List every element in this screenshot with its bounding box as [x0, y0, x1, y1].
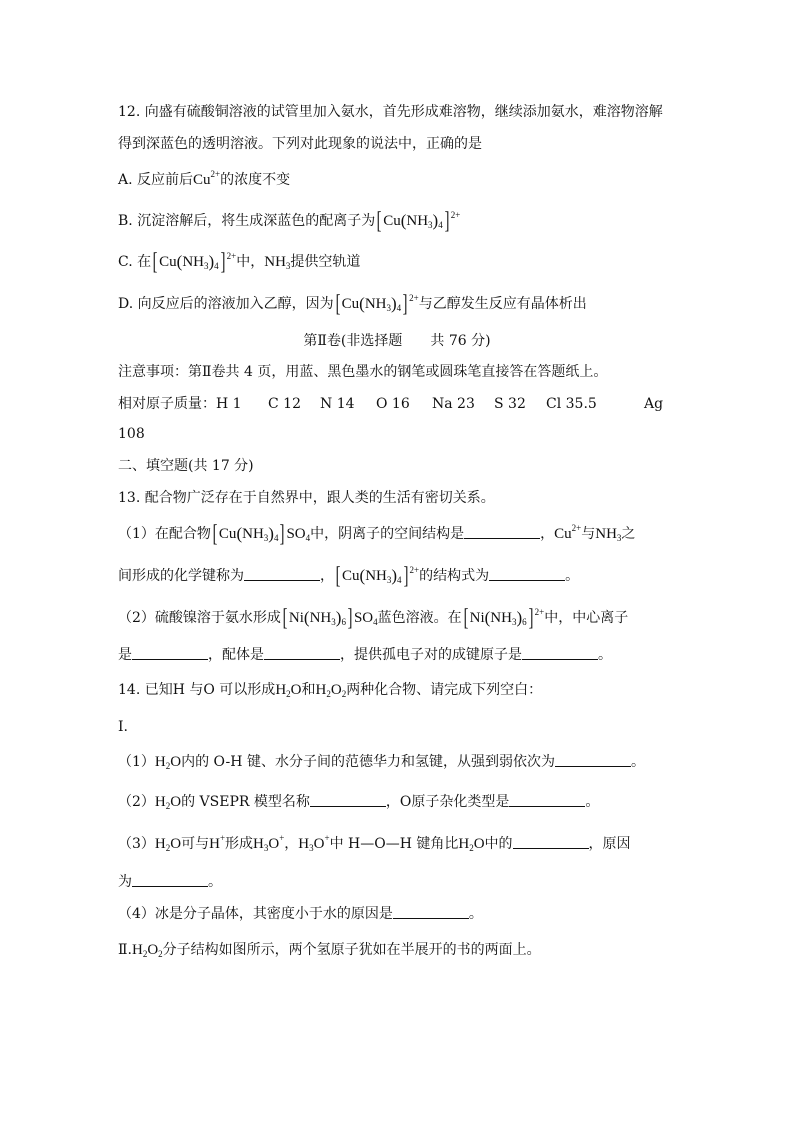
option-a-text: A. 反应前后 — [118, 172, 194, 188]
q14-i1: $(1)H_2O$内的 O-H 键、水分子间的范德华力和氢键，从强到弱依次为 。 — [118, 754, 645, 771]
answer-blank[interactable] — [132, 873, 208, 887]
complex-ni-nh3: [ $Ni(NH_3)_6$] $^{2+}$ — [463, 605, 545, 631]
q14-i2: $(2)H_2O$的 VSEPR 模型名称 ，O原子杂化类型是 。 — [118, 794, 600, 811]
q12-stem-line2: 得到深蓝色的透明溶液。下列对此现象的说法中，正确的是 — [118, 136, 482, 152]
fill-section-heading: 二、填空题(共 17 分) — [118, 458, 254, 474]
answer-blank[interactable] — [244, 567, 320, 581]
answer-blank[interactable] — [264, 646, 340, 660]
q12-option-a — [118, 170, 290, 190]
section-title: 第Ⅱ卷(非选择题 共 76 分) — [303, 333, 491, 349]
answer-blank[interactable] — [513, 835, 589, 849]
option-a-tail: 的浓度不变 — [220, 172, 291, 188]
option-b-text: B. 沉淀溶解后，将生成深蓝色的配离子为 — [118, 213, 376, 229]
notice: 注意事项：第Ⅱ卷共 4 页，用蓝、黑色墨水的钢笔或圆珠笔直接答在答题纸上。 — [118, 364, 608, 380]
answer-blank[interactable] — [522, 646, 598, 660]
complex-cu-nh3: [ $Cu(NH_3)_4$] $^{2+}$ — [335, 563, 420, 589]
complex-cu-nh3: [ $Cu(NH_3)_4$] $^{2+}$ — [152, 249, 237, 275]
q13-part2-line1: （2）硫酸镍溶于氨水形成[ $Ni(NH_3)_6$] $SO_4$蓝色溶液。在[ $Ni(NH_3)_6$] $^{2+}$中，中心离子 — [118, 605, 629, 631]
option-c-text: C. 在 — [118, 254, 152, 270]
q13-part1-line2: 间形成的化学键称为 ，[ $Cu(NH_3)_4$] $^{2+}$的结构式为 。 — [118, 563, 580, 589]
complex-ni-nh3: [ $Ni(NH_3)_6$] $SO_4$ — [282, 605, 378, 631]
q14-stem: 14. 已知H 与O 可以形成$H_2O$和$H_2O_2$两种化合物、请完成下列空白： — [118, 682, 543, 699]
answer-blank[interactable] — [509, 793, 585, 807]
q12-option-c: C. 在[ $Cu(NH_3)_4$] $^{2+}$中，$NH_3$提供空轨道 — [118, 249, 361, 275]
complex-cu-nh3: [ $Cu(NH_3)_4$] $^{2+}$ — [335, 291, 419, 317]
option-d-text: D. 向反应后的溶液加入乙醇，因为 — [118, 296, 334, 312]
complex-cu-nh3: [ $Cu(NH_3)_4$] $SO_4$ — [212, 521, 311, 547]
q14-i3-line2: 为 。 — [118, 874, 222, 890]
cu-ion: $Cu^{2+}$ — [193, 169, 221, 188]
atomic-masses-wrap: 108 — [118, 426, 145, 442]
answer-blank[interactable] — [132, 646, 208, 660]
answer-blank[interactable] — [393, 905, 469, 919]
q12-option-d: D. 向反应后的溶液加入乙醇，因为[ $Cu(NH_3)_4$] $^{2+}$与乙醇发生反应有晶体析出 — [118, 291, 587, 317]
q14-part2: $Ⅱ.H_2O_2$分子结构如图所示，两个氢原子犹如在半展开的书的两面上。 — [118, 942, 541, 959]
q12-stem-line1: 12. 向盛有硫酸铜溶液的试管里加入氨水，首先形成难溶物，继续添加氨水，难溶物溶解 — [118, 104, 663, 120]
q14-part1-label: Ⅰ. — [118, 719, 128, 735]
answer-blank[interactable] — [555, 753, 631, 767]
complex-cu-nh3: [ $Cu(NH_3)_4$] $^{2+}$ — [376, 208, 461, 234]
answer-blank[interactable] — [489, 567, 565, 581]
q14-i3-line1: $(3)H_2O$可与H+形成$H_3O^+$，$H_3O^+$中 H—O—H 键角比$H_2O$中的 ，原因 — [118, 833, 631, 853]
answer-blank[interactable] — [310, 793, 386, 807]
q13-part2-line2: 是 ，配体是 ，提供孤电子对的成键原子是 。 — [118, 647, 612, 663]
q13-stem: 13. 配合物广泛存在于自然界中，跟人类的生活有密切关系。 — [118, 490, 495, 506]
answer-blank[interactable] — [464, 525, 540, 539]
atomic-masses: 相对原子质量：H 1 C 12 N 14 O 16 Na 23 S 32 Cl 35.5 Ag — [118, 396, 664, 412]
q14-i4: （4）冰是分子晶体，其密度小于水的原因是 。 — [118, 906, 483, 922]
q13-part1-line1: （1）在配合物[ $Cu(NH_3)_4$] $SO_4$中，阴离子的空间结构是 ，$Cu^{2+}$与$NH_3$之 — [118, 521, 636, 547]
q12-option-b — [118, 208, 461, 234]
